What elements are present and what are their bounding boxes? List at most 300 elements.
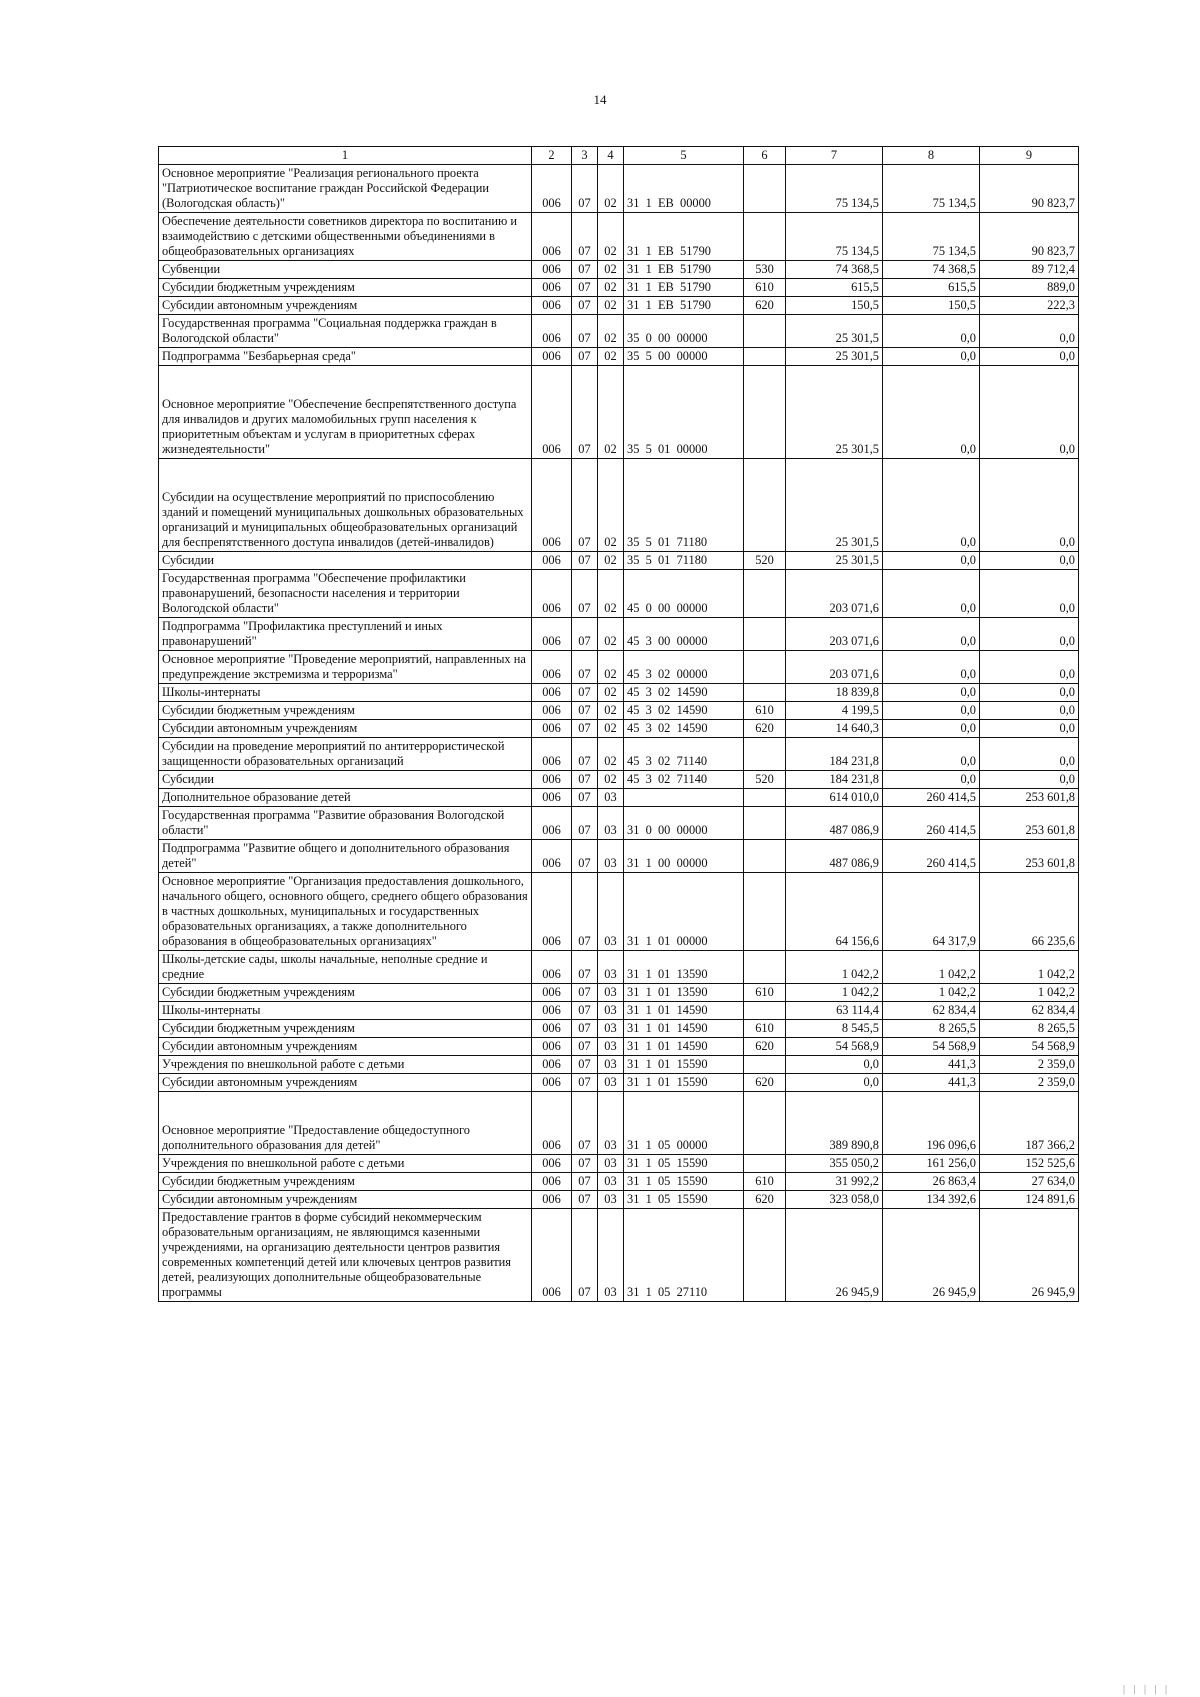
amount-year-3-cell: 2 359,0 — [980, 1056, 1079, 1074]
table-row — [159, 684, 1079, 702]
code-admin-cell: 006 — [532, 165, 572, 213]
code-section-cell: 07 — [572, 165, 598, 213]
row-name-cell — [159, 1173, 532, 1191]
amount-year-3-cell: 0,0 — [980, 552, 1079, 570]
code-target-cell: 45 3 02 00000 — [624, 651, 744, 684]
code-admin-cell: 006 — [532, 570, 572, 618]
code-subsection-cell: 03 — [598, 984, 624, 1002]
code-section-cell: 07 — [572, 1209, 598, 1302]
row-name-cell — [159, 1056, 532, 1074]
amount-year-1-cell: 323 058,0 — [786, 1191, 883, 1209]
code-expense-type-cell: 620 — [744, 720, 786, 738]
row-name-cell — [159, 570, 532, 618]
code-expense-type-cell — [744, 1056, 786, 1074]
amount-year-1-cell: 31 992,2 — [786, 1173, 883, 1191]
code-section-cell: 07 — [572, 720, 598, 738]
row-name: Школы-детские сады, школы начальные, неполные средние и средние — [162, 952, 488, 981]
code-admin-cell: 006 — [532, 618, 572, 651]
code-admin-cell: 006 — [532, 684, 572, 702]
header-cell: 8 — [883, 147, 980, 165]
amount-year-3-cell: 54 568,9 — [980, 1038, 1079, 1056]
code-expense-type-cell — [744, 789, 786, 807]
amount-year-2-cell: 0,0 — [883, 348, 980, 366]
amount-year-3-cell: 66 235,6 — [980, 873, 1079, 951]
row-name-cell — [159, 348, 532, 366]
code-expense-type-cell — [744, 570, 786, 618]
table-row — [159, 1092, 1079, 1155]
row-name: Субсидии бюджетным учреждениям — [162, 280, 355, 294]
table-header-row — [159, 147, 1079, 165]
code-admin-cell: 006 — [532, 1020, 572, 1038]
code-section-cell: 07 — [572, 789, 598, 807]
amount-year-3-cell: 62 834,4 — [980, 1002, 1079, 1020]
code-subsection-cell: 03 — [598, 1173, 624, 1191]
amount-year-2-cell: 0,0 — [883, 771, 980, 789]
amount-year-3-cell: 253 601,8 — [980, 807, 1079, 840]
code-expense-type-cell — [744, 1209, 786, 1302]
amount-year-1-cell: 26 945,9 — [786, 1209, 883, 1302]
amount-year-1-cell: 203 071,6 — [786, 570, 883, 618]
row-name: Субсидии бюджетным учреждениям — [162, 1021, 355, 1035]
amount-year-2-cell: 64 317,9 — [883, 873, 980, 951]
code-expense-type-cell: 610 — [744, 702, 786, 720]
code-expense-type-cell — [744, 165, 786, 213]
amount-year-2-cell: 54 568,9 — [883, 1038, 980, 1056]
code-expense-type-cell — [744, 1155, 786, 1173]
code-target-cell: 35 5 01 71180 — [624, 459, 744, 552]
row-name: Субсидии на осуществление мероприятий по приспособлению зданий и помещений муниципальных дошкольных образовательных организаций и муниципальных общеобразовательных организаций для беспрепятственного доступа инвалидов (детей-инвалидов) — [162, 490, 524, 549]
code-admin-cell: 006 — [532, 1092, 572, 1155]
row-name: Субсидии бюджетным учреждениям — [162, 985, 355, 999]
amount-year-2-cell: 260 414,5 — [883, 807, 980, 840]
row-name-cell — [159, 684, 532, 702]
amount-year-2-cell: 0,0 — [883, 459, 980, 552]
amount-year-2-cell: 26 863,4 — [883, 1173, 980, 1191]
code-section-cell: 07 — [572, 315, 598, 348]
row-name-cell — [159, 651, 532, 684]
table-row — [159, 1074, 1079, 1092]
code-section-cell: 07 — [572, 552, 598, 570]
amount-year-2-cell: 1 042,2 — [883, 951, 980, 984]
table-row — [159, 348, 1079, 366]
code-admin-cell: 006 — [532, 1209, 572, 1302]
amount-year-3-cell: 0,0 — [980, 720, 1079, 738]
code-expense-type-cell: 520 — [744, 771, 786, 789]
code-section-cell: 07 — [572, 459, 598, 552]
code-subsection-cell: 03 — [598, 1020, 624, 1038]
row-name: Субсидии автономным учреждениям — [162, 1075, 358, 1089]
row-name: Субвенции — [162, 262, 221, 276]
code-expense-type-cell — [744, 348, 786, 366]
table-row — [159, 213, 1079, 261]
header-cell: 1 — [159, 147, 532, 165]
amount-year-2-cell: 0,0 — [883, 651, 980, 684]
row-name-cell — [159, 951, 532, 984]
code-expense-type-cell: 610 — [744, 1020, 786, 1038]
row-name-cell — [159, 807, 532, 840]
amount-year-3-cell: 253 601,8 — [980, 789, 1079, 807]
amount-year-3-cell: 0,0 — [980, 738, 1079, 771]
row-name: Учреждения по внешкольной работе с детьми — [162, 1156, 405, 1170]
amount-year-2-cell: 26 945,9 — [883, 1209, 980, 1302]
code-subsection-cell: 02 — [598, 771, 624, 789]
row-name: Субсидии автономным учреждениям — [162, 1039, 358, 1053]
table-row — [159, 807, 1079, 840]
code-target-cell: 31 1 05 15590 — [624, 1173, 744, 1191]
table-row — [159, 789, 1079, 807]
row-name: Субсидии бюджетным учреждениям — [162, 703, 355, 717]
code-expense-type-cell: 530 — [744, 261, 786, 279]
code-section-cell: 07 — [572, 651, 598, 684]
amount-year-1-cell: 18 839,8 — [786, 684, 883, 702]
amount-year-2-cell: 75 134,5 — [883, 165, 980, 213]
code-section-cell: 07 — [572, 840, 598, 873]
amount-year-1-cell: 203 071,6 — [786, 618, 883, 651]
code-admin-cell: 006 — [532, 771, 572, 789]
header-cell: 5 — [624, 147, 744, 165]
code-expense-type-cell — [744, 459, 786, 552]
code-target-cell: 31 1 01 14590 — [624, 1038, 744, 1056]
code-target-cell: 35 5 01 71180 — [624, 552, 744, 570]
code-admin-cell: 006 — [532, 840, 572, 873]
budget-table — [158, 146, 1079, 1302]
code-target-cell: 31 1 01 13590 — [624, 951, 744, 984]
amount-year-1-cell: 63 114,4 — [786, 1002, 883, 1020]
amount-year-2-cell: 0,0 — [883, 552, 980, 570]
table-row — [159, 984, 1079, 1002]
page-number: 14 — [593, 92, 607, 107]
code-admin-cell: 006 — [532, 279, 572, 297]
table-row — [159, 459, 1079, 552]
code-subsection-cell: 02 — [598, 684, 624, 702]
table-row — [159, 1038, 1079, 1056]
row-name: Дополнительное образование детей — [162, 790, 351, 804]
header-cell: 6 — [744, 147, 786, 165]
code-target-cell: 31 1 01 00000 — [624, 873, 744, 951]
code-target-cell: 45 3 02 14590 — [624, 702, 744, 720]
code-section-cell: 07 — [572, 771, 598, 789]
amount-year-1-cell: 184 231,8 — [786, 771, 883, 789]
code-subsection-cell: 02 — [598, 702, 624, 720]
table-row — [159, 1155, 1079, 1173]
code-target-cell: 35 0 00 00000 — [624, 315, 744, 348]
header-cell: 9 — [980, 147, 1079, 165]
amount-year-1-cell: 0,0 — [786, 1074, 883, 1092]
code-target-cell: 45 3 02 14590 — [624, 684, 744, 702]
amount-year-3-cell: 0,0 — [980, 348, 1079, 366]
code-target-cell: 31 1 05 00000 — [624, 1092, 744, 1155]
code-section-cell: 07 — [572, 1020, 598, 1038]
row-name-cell — [159, 738, 532, 771]
row-name: Субсидии автономным учреждениям — [162, 298, 358, 312]
code-admin-cell: 006 — [532, 1074, 572, 1092]
amount-year-2-cell: 74 368,5 — [883, 261, 980, 279]
code-section-cell: 07 — [572, 213, 598, 261]
code-admin-cell: 006 — [532, 738, 572, 771]
table-row — [159, 618, 1079, 651]
row-name-cell — [159, 279, 532, 297]
code-expense-type-cell: 620 — [744, 1038, 786, 1056]
code-admin-cell: 006 — [532, 348, 572, 366]
table-row — [159, 1020, 1079, 1038]
amount-year-1-cell: 4 199,5 — [786, 702, 883, 720]
table-row — [159, 651, 1079, 684]
amount-year-3-cell: 27 634,0 — [980, 1173, 1079, 1191]
row-name-cell — [159, 873, 532, 951]
code-admin-cell: 006 — [532, 720, 572, 738]
code-admin-cell: 006 — [532, 951, 572, 984]
row-name: Государственная программа "Обеспечение профилактики правонарушений, безопасности населения и территории Вологодской области" — [162, 571, 466, 615]
code-target-cell: 31 1 01 14590 — [624, 1020, 744, 1038]
code-subsection-cell: 02 — [598, 720, 624, 738]
code-subsection-cell: 03 — [598, 807, 624, 840]
code-subsection-cell: 02 — [598, 348, 624, 366]
table-row — [159, 873, 1079, 951]
code-target-cell: 31 1 05 15590 — [624, 1155, 744, 1173]
code-subsection-cell: 02 — [598, 552, 624, 570]
row-name: Государственная программа "Развитие образования Вологодской области" — [162, 808, 505, 837]
code-admin-cell: 006 — [532, 1002, 572, 1020]
row-name: Основное мероприятие "Реализация регионального проекта "Патриотическое воспитание граждан Российской Федерации (Вологодская область)" — [162, 166, 490, 210]
row-name-cell — [159, 618, 532, 651]
row-name: Субсидии автономным учреждениям — [162, 721, 358, 735]
code-section-cell: 07 — [572, 1038, 598, 1056]
row-name: Субсидии бюджетным учреждениям — [162, 1174, 355, 1188]
code-expense-type-cell — [744, 684, 786, 702]
code-expense-type-cell — [744, 1092, 786, 1155]
code-section-cell: 07 — [572, 684, 598, 702]
code-subsection-cell: 02 — [598, 297, 624, 315]
code-expense-type-cell: 610 — [744, 984, 786, 1002]
code-subsection-cell: 02 — [598, 366, 624, 459]
code-subsection-cell: 02 — [598, 213, 624, 261]
code-target-cell — [624, 789, 744, 807]
code-section-cell: 07 — [572, 1002, 598, 1020]
amount-year-2-cell: 0,0 — [883, 684, 980, 702]
code-target-cell: 31 0 00 00000 — [624, 807, 744, 840]
code-expense-type-cell: 520 — [744, 552, 786, 570]
table-row — [159, 279, 1079, 297]
amount-year-1-cell: 8 545,5 — [786, 1020, 883, 1038]
amount-year-3-cell: 124 891,6 — [980, 1191, 1079, 1209]
amount-year-1-cell: 54 568,9 — [786, 1038, 883, 1056]
code-subsection-cell: 03 — [598, 1074, 624, 1092]
amount-year-3-cell: 0,0 — [980, 570, 1079, 618]
amount-year-2-cell: 615,5 — [883, 279, 980, 297]
code-subsection-cell: 03 — [598, 1056, 624, 1074]
row-name: Основное мероприятие "Проведение мероприятий, направленных на предупреждение экстремизма и терроризма" — [162, 652, 526, 681]
table-row — [159, 720, 1079, 738]
table-row — [159, 771, 1079, 789]
table-row — [159, 951, 1079, 984]
code-section-cell: 07 — [572, 1074, 598, 1092]
table-row — [159, 1209, 1079, 1302]
code-subsection-cell: 03 — [598, 1191, 624, 1209]
code-section-cell: 07 — [572, 702, 598, 720]
amount-year-3-cell: 253 601,8 — [980, 840, 1079, 873]
amount-year-2-cell: 0,0 — [883, 366, 980, 459]
code-section-cell: 07 — [572, 1191, 598, 1209]
row-name-cell — [159, 840, 532, 873]
code-admin-cell: 006 — [532, 807, 572, 840]
amount-year-1-cell: 615,5 — [786, 279, 883, 297]
row-name: Подпрограмма "Развитие общего и дополнительного образования детей" — [162, 841, 510, 870]
row-name-cell — [159, 789, 532, 807]
amount-year-3-cell: 0,0 — [980, 651, 1079, 684]
code-target-cell: 35 5 00 00000 — [624, 348, 744, 366]
code-admin-cell: 006 — [532, 1173, 572, 1191]
code-expense-type-cell: 620 — [744, 1074, 786, 1092]
code-target-cell: 45 3 02 71140 — [624, 771, 744, 789]
row-name-cell — [159, 1002, 532, 1020]
amount-year-2-cell: 75 134,5 — [883, 213, 980, 261]
row-name-cell — [159, 165, 532, 213]
amount-year-3-cell: 1 042,2 — [980, 984, 1079, 1002]
code-subsection-cell: 02 — [598, 651, 624, 684]
code-target-cell: 31 1 EB 51790 — [624, 297, 744, 315]
code-admin-cell: 006 — [532, 873, 572, 951]
code-target-cell: 31 1 01 13590 — [624, 984, 744, 1002]
code-admin-cell: 006 — [532, 702, 572, 720]
row-name-cell — [159, 315, 532, 348]
amount-year-3-cell: 0,0 — [980, 684, 1079, 702]
table-row — [159, 366, 1079, 459]
code-expense-type-cell — [744, 738, 786, 771]
code-subsection-cell: 02 — [598, 618, 624, 651]
amount-year-3-cell: 1 042,2 — [980, 951, 1079, 984]
code-section-cell: 07 — [572, 261, 598, 279]
row-name: Школы-интернаты — [162, 1003, 261, 1017]
amount-year-1-cell: 487 086,9 — [786, 840, 883, 873]
code-target-cell: 31 1 EB 00000 — [624, 165, 744, 213]
row-name-cell — [159, 1209, 532, 1302]
code-target-cell: 45 0 00 00000 — [624, 570, 744, 618]
code-expense-type-cell — [744, 807, 786, 840]
row-name-cell — [159, 213, 532, 261]
code-admin-cell: 006 — [532, 1155, 572, 1173]
code-section-cell: 07 — [572, 1092, 598, 1155]
amount-year-2-cell: 441,3 — [883, 1056, 980, 1074]
amount-year-2-cell: 0,0 — [883, 618, 980, 651]
code-subsection-cell: 03 — [598, 1092, 624, 1155]
code-target-cell: 31 1 EB 51790 — [624, 213, 744, 261]
code-admin-cell: 006 — [532, 1191, 572, 1209]
scan-edge-marks: | | | | | — [1122, 1684, 1170, 1695]
code-subsection-cell: 03 — [598, 840, 624, 873]
row-name: Школы-интернаты — [162, 685, 261, 699]
code-admin-cell: 006 — [532, 789, 572, 807]
amount-year-1-cell: 1 042,2 — [786, 984, 883, 1002]
code-target-cell: 35 5 01 00000 — [624, 366, 744, 459]
amount-year-1-cell: 614 010,0 — [786, 789, 883, 807]
code-section-cell: 07 — [572, 807, 598, 840]
amount-year-2-cell: 134 392,6 — [883, 1191, 980, 1209]
code-expense-type-cell: 610 — [744, 1173, 786, 1191]
amount-year-1-cell: 75 134,5 — [786, 213, 883, 261]
row-name-cell — [159, 552, 532, 570]
code-subsection-cell: 03 — [598, 1209, 624, 1302]
code-subsection-cell: 03 — [598, 951, 624, 984]
code-section-cell: 07 — [572, 984, 598, 1002]
code-section-cell: 07 — [572, 279, 598, 297]
row-name: Основное мероприятие "Организация предоставления дошкольного, начального общего, основного общего, среднего общего образования в частных дошкольных, муниципальных и государственных образовательных организациях, а также дополнительного образования в общеобразовательных организациях" — [162, 874, 528, 948]
amount-year-2-cell: 0,0 — [883, 738, 980, 771]
code-expense-type-cell: 620 — [744, 297, 786, 315]
code-subsection-cell: 02 — [598, 315, 624, 348]
code-section-cell: 07 — [572, 366, 598, 459]
table-row — [159, 570, 1079, 618]
row-name-cell — [159, 261, 532, 279]
row-name: Подпрограмма "Безбарьерная среда" — [162, 349, 356, 363]
amount-year-3-cell: 89 712,4 — [980, 261, 1079, 279]
row-name: Государственная программа "Социальная поддержка граждан в Вологодской области" — [162, 316, 497, 345]
table-row — [159, 315, 1079, 348]
code-subsection-cell: 03 — [598, 873, 624, 951]
code-section-cell: 07 — [572, 297, 598, 315]
amount-year-1-cell: 1 042,2 — [786, 951, 883, 984]
code-subsection-cell: 02 — [598, 279, 624, 297]
amount-year-1-cell: 389 890,8 — [786, 1092, 883, 1155]
table-row — [159, 702, 1079, 720]
code-section-cell: 07 — [572, 348, 598, 366]
row-name-cell — [159, 720, 532, 738]
code-section-cell: 07 — [572, 951, 598, 984]
amount-year-3-cell: 0,0 — [980, 459, 1079, 552]
table-row — [159, 738, 1079, 771]
amount-year-2-cell: 62 834,4 — [883, 1002, 980, 1020]
row-name: Субсидии — [162, 553, 214, 567]
code-subsection-cell: 03 — [598, 789, 624, 807]
row-name-cell — [159, 1074, 532, 1092]
code-expense-type-cell — [744, 315, 786, 348]
code-target-cell: 31 1 01 14590 — [624, 1002, 744, 1020]
row-name: Обеспечение деятельности советников директора по воспитанию и взаимодействию с детскими общественными объединениями в общеобразовательных организациях — [162, 214, 518, 258]
code-admin-cell: 006 — [532, 552, 572, 570]
row-name-cell — [159, 297, 532, 315]
table-row — [159, 165, 1079, 213]
code-expense-type-cell — [744, 651, 786, 684]
row-name-cell — [159, 459, 532, 552]
amount-year-1-cell: 25 301,5 — [786, 315, 883, 348]
amount-year-3-cell: 0,0 — [980, 618, 1079, 651]
code-section-cell: 07 — [572, 1056, 598, 1074]
row-name: Основное мероприятие "Обеспечение беспрепятственного доступа для инвалидов и других маломобильных групп населения к приоритетным объектам и услугам в приоритетных сферах жизнедеятельности" — [162, 397, 517, 456]
code-subsection-cell: 02 — [598, 261, 624, 279]
amount-year-1-cell: 355 050,2 — [786, 1155, 883, 1173]
amount-year-3-cell: 0,0 — [980, 702, 1079, 720]
amount-year-2-cell: 0,0 — [883, 570, 980, 618]
amount-year-3-cell: 222,3 — [980, 297, 1079, 315]
amount-year-1-cell: 25 301,5 — [786, 366, 883, 459]
amount-year-3-cell: 0,0 — [980, 366, 1079, 459]
header-cell: 2 — [532, 147, 572, 165]
code-target-cell: 31 1 05 15590 — [624, 1191, 744, 1209]
amount-year-3-cell: 0,0 — [980, 315, 1079, 348]
amount-year-2-cell: 0,0 — [883, 315, 980, 348]
code-subsection-cell: 02 — [598, 459, 624, 552]
header-cell: 3 — [572, 147, 598, 165]
code-expense-type-cell — [744, 1002, 786, 1020]
row-name-cell — [159, 702, 532, 720]
table-row — [159, 1191, 1079, 1209]
amount-year-3-cell: 26 945,9 — [980, 1209, 1079, 1302]
code-admin-cell: 006 — [532, 213, 572, 261]
code-subsection-cell: 02 — [598, 738, 624, 771]
row-name-cell — [159, 1038, 532, 1056]
code-subsection-cell: 03 — [598, 1038, 624, 1056]
row-name: Основное мероприятие "Предоставление общедоступного дополнительного образования для детей" — [162, 1123, 470, 1152]
amount-year-1-cell: 25 301,5 — [786, 552, 883, 570]
